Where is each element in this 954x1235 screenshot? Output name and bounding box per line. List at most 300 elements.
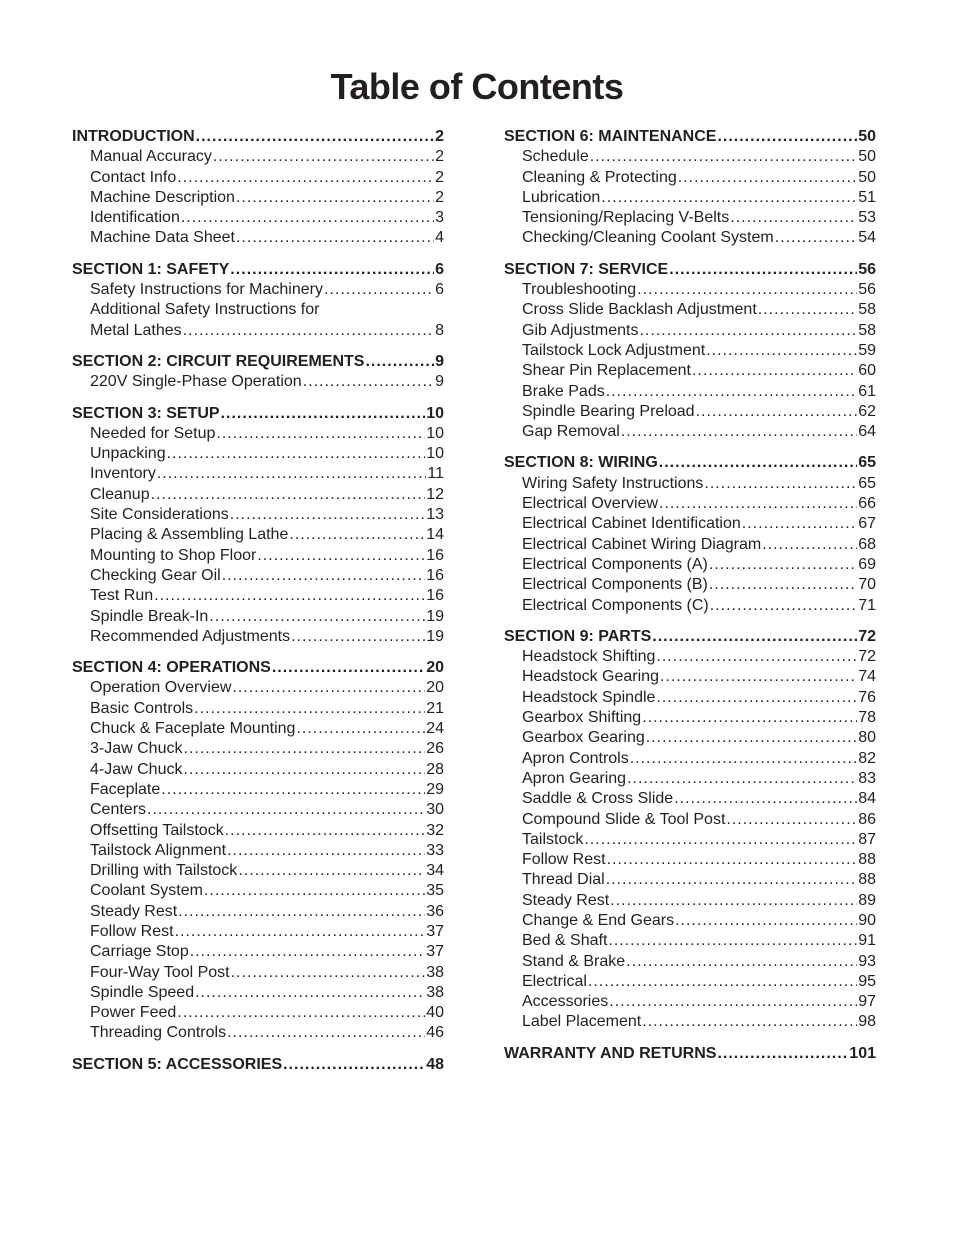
toc-entry-label: Cross Slide Backlash Adjustment	[522, 301, 757, 319]
dot-leader	[283, 1055, 425, 1075]
toc-entry[interactable]	[72, 300, 444, 320]
dot-leader	[236, 188, 434, 208]
toc-page-number: 32	[426, 821, 444, 839]
toc-page-number: 8	[435, 321, 444, 339]
toc-entry-label: Four-Way Tool Post	[90, 963, 230, 981]
dot-leader	[181, 208, 434, 228]
toc-entry-label: Change & End Gears	[522, 911, 675, 929]
toc-entry-label: Needed for Setup	[90, 424, 216, 442]
toc-entry-label: SECTION 5: ACCESSORIES	[72, 1055, 283, 1073]
toc-entry[interactable]	[504, 810, 876, 830]
toc-entry-label: Bed & Shaft	[522, 932, 608, 950]
dot-leader	[213, 147, 434, 167]
dot-leader	[637, 280, 857, 300]
dot-leader	[183, 321, 434, 341]
toc-entry[interactable]	[72, 321, 444, 341]
dot-leader	[640, 321, 858, 341]
dot-leader	[296, 719, 425, 739]
toc-page-number: 6	[435, 260, 444, 278]
dot-leader	[659, 494, 857, 514]
toc-entry[interactable]	[504, 361, 876, 381]
toc-entry[interactable]	[72, 372, 444, 392]
toc-entry-label: Operation Overview	[90, 679, 232, 697]
toc-page-number: 20	[426, 679, 444, 697]
toc-entry[interactable]	[72, 699, 444, 719]
toc-entry-label: Electrical	[522, 972, 587, 990]
toc-page-number: 2	[435, 148, 444, 166]
toc-page-number: 68	[858, 535, 876, 553]
toc-entry-label: Machine Description	[90, 188, 235, 206]
toc-entry-label: Headstock Shifting	[522, 648, 656, 666]
toc-section-heading[interactable]	[72, 260, 444, 280]
dot-leader	[230, 505, 425, 525]
toc-entry[interactable]	[72, 841, 444, 861]
dot-leader	[178, 902, 425, 922]
toc-page-number: 56	[858, 281, 876, 299]
toc-page-number: 87	[858, 830, 876, 848]
toc-page-number: 9	[435, 373, 444, 391]
toc-entry-label: SECTION 7: SERVICE	[504, 260, 669, 278]
dot-leader	[675, 911, 857, 931]
toc-page-number: 101	[849, 1044, 876, 1062]
toc-section-heading[interactable]	[504, 453, 876, 473]
toc-entry-label: Thread Dial	[522, 871, 605, 889]
dot-leader	[324, 280, 434, 300]
toc-entry[interactable]	[504, 911, 876, 931]
dot-leader	[289, 525, 425, 545]
toc-entry-label: SECTION 1: SAFETY	[72, 260, 230, 278]
toc-entry[interactable]	[504, 422, 876, 442]
dot-leader	[669, 260, 857, 280]
toc-entry-label: Apron Controls	[522, 749, 629, 767]
toc-page-number: 46	[426, 1024, 444, 1042]
toc-entry-label: Tailstock Alignment	[90, 841, 227, 859]
toc-entry[interactable]	[504, 647, 876, 667]
dot-leader	[652, 627, 857, 647]
toc-page-number: 36	[426, 902, 444, 920]
toc-entry-label: Power Feed	[90, 1004, 177, 1022]
toc-section-heading[interactable]	[504, 260, 876, 280]
toc-entry[interactable]	[72, 861, 444, 881]
toc-page-number: 90	[858, 911, 876, 929]
toc-entry[interactable]	[72, 800, 444, 820]
toc-entry-label: 3-Jaw Chuck	[90, 740, 183, 758]
toc-entry[interactable]	[72, 719, 444, 739]
toc-entry-label: Steady Rest	[522, 891, 610, 909]
toc-entry-label: Machine Data Sheet	[90, 229, 235, 247]
dot-leader	[630, 749, 857, 769]
toc-entry[interactable]	[504, 789, 876, 809]
toc-page-number: 84	[858, 790, 876, 808]
toc-section-heading[interactable]	[504, 1044, 876, 1064]
dot-leader	[609, 992, 857, 1012]
toc-entry[interactable]	[504, 494, 876, 514]
toc-section	[504, 627, 876, 1033]
toc-page-number: 2	[435, 168, 444, 186]
toc-entry-label: SECTION 8: WIRING	[504, 454, 658, 472]
toc-entry[interactable]	[72, 942, 444, 962]
toc-section	[504, 127, 876, 249]
toc-section-heading[interactable]	[72, 127, 444, 147]
toc-entry-label: Gib Adjustments	[522, 321, 639, 339]
toc-entry[interactable]	[72, 566, 444, 586]
dot-leader	[656, 688, 857, 708]
toc-entry[interactable]	[504, 382, 876, 402]
dot-leader	[730, 208, 857, 228]
toc-entry-label: Placing & Assembling Lathe	[90, 526, 289, 544]
dot-leader	[225, 821, 426, 841]
toc-page-number: 97	[858, 993, 876, 1011]
toc-entry-label: Carriage Stop	[90, 943, 189, 961]
toc-entry[interactable]	[504, 514, 876, 534]
dot-leader	[775, 228, 858, 248]
toc-entry-label: Basic Controls	[90, 699, 194, 717]
toc-page-number: 21	[426, 699, 444, 717]
dot-leader	[194, 699, 425, 719]
toc-entry[interactable]	[72, 188, 444, 208]
dot-leader	[291, 627, 425, 647]
toc-entry[interactable]	[504, 952, 876, 972]
toc-page-number: 10	[426, 445, 444, 463]
toc-entry-label: Safety Instructions for Machinery	[90, 281, 323, 299]
toc-entry-label: Electrical Cabinet Identification	[522, 515, 741, 533]
toc-entry[interactable]	[504, 168, 876, 188]
toc-entry-label: Identification	[90, 209, 180, 227]
toc-page-number: 80	[858, 729, 876, 747]
toc-page-number: 38	[426, 983, 444, 1001]
toc-entry[interactable]	[504, 300, 876, 320]
toc-entry-label: Gearbox Gearing	[522, 729, 645, 747]
dot-leader	[303, 372, 434, 392]
toc-section-heading[interactable]	[72, 658, 444, 678]
toc-entry[interactable]	[504, 321, 876, 341]
toc-page-number: 29	[426, 780, 444, 798]
toc-section-heading[interactable]	[504, 627, 876, 647]
toc-entry[interactable]	[504, 555, 876, 575]
toc-page-number: 70	[858, 576, 876, 594]
toc-entry[interactable]	[72, 280, 444, 300]
toc-section-heading[interactable]	[72, 352, 444, 372]
toc-page-number: 13	[426, 506, 444, 524]
toc-entry-label: Stand & Brake	[522, 952, 626, 970]
dot-leader	[227, 1023, 425, 1043]
dot-leader	[709, 555, 857, 575]
toc-page-number: 28	[426, 760, 444, 778]
toc-entry[interactable]	[504, 575, 876, 595]
toc-entry-label: Offsetting Tailstock	[90, 821, 224, 839]
toc-entry-label: Centers	[90, 801, 147, 819]
dot-leader	[610, 891, 857, 911]
toc-entry-label: Additional Safety Instructions for	[90, 301, 320, 319]
toc-page-number: 38	[426, 963, 444, 981]
toc-entry-label: Test Run	[90, 587, 154, 605]
toc-section	[504, 453, 876, 615]
toc-page-number: 10	[426, 404, 444, 422]
toc-page-number: 51	[858, 188, 876, 206]
dot-leader	[221, 404, 426, 424]
toc-entry[interactable]	[72, 739, 444, 759]
toc-entry-label: SECTION 6: MAINTENANCE	[504, 128, 717, 145]
toc-section	[72, 658, 444, 1044]
toc-entry-label: Recommended Adjustments	[90, 627, 291, 645]
toc-page-number: 48	[426, 1055, 444, 1073]
toc-entry[interactable]	[72, 228, 444, 248]
toc-entry[interactable]	[504, 769, 876, 789]
toc-entry[interactable]	[504, 972, 876, 992]
dot-leader	[177, 168, 434, 188]
toc-section	[72, 1055, 444, 1075]
toc-page-number: 82	[858, 749, 876, 767]
toc-entry[interactable]	[504, 667, 876, 687]
toc-entry[interactable]	[72, 586, 444, 606]
toc-page-number: 6	[435, 281, 444, 299]
toc-entry-label: Follow Rest	[90, 922, 174, 940]
toc-page-number: 83	[858, 769, 876, 787]
toc-entry[interactable]	[504, 931, 876, 951]
toc-page-number: 9	[435, 352, 444, 370]
toc-page-number: 58	[858, 321, 876, 339]
toc-entry-label: INTRODUCTION	[72, 128, 195, 145]
toc-entry-label: Electrical Overview	[522, 495, 659, 513]
toc-entry[interactable]	[72, 505, 444, 525]
dot-leader	[742, 514, 857, 534]
toc-entry-label: Headstock Gearing	[522, 668, 659, 686]
toc-entry-label: Tailstock Lock Adjustment	[522, 341, 706, 359]
toc-entry[interactable]	[72, 922, 444, 942]
toc-page-number: 53	[858, 209, 876, 227]
toc-entry-label: Saddle & Cross Slide	[522, 790, 674, 808]
toc-entry-label: Cleaning & Protecting	[522, 168, 677, 186]
toc-entry[interactable]	[72, 780, 444, 800]
toc-entry[interactable]	[72, 444, 444, 464]
toc-entry[interactable]	[504, 402, 876, 422]
toc-entry[interactable]	[504, 228, 876, 248]
dot-leader	[236, 228, 434, 248]
toc-entry[interactable]	[72, 678, 444, 698]
toc-entry[interactable]	[72, 821, 444, 841]
toc-entry-label: Checking Gear Oil	[90, 566, 221, 584]
toc-page-number: 66	[858, 495, 876, 513]
page-title: Table of Contents	[330, 66, 624, 107]
dot-leader	[175, 922, 426, 942]
toc-entry[interactable]	[504, 891, 876, 911]
toc-page-number: 26	[426, 740, 444, 758]
toc-page-number: 64	[858, 423, 876, 441]
toc-entry-label: Checking/Cleaning Coolant System	[522, 229, 774, 247]
toc-entry[interactable]	[72, 627, 444, 647]
dot-leader	[762, 535, 857, 555]
toc-entry-label: Wiring Safety Instructions	[522, 474, 704, 492]
toc-entry-label: SECTION 4: OPERATIONS	[72, 659, 271, 677]
toc-page-number: 86	[858, 810, 876, 828]
toc-page-number: 4	[435, 229, 444, 247]
toc-entry-label: Threading Controls	[90, 1024, 227, 1042]
toc-entry[interactable]	[72, 464, 444, 484]
toc-entry-label: Metal Lathes	[90, 321, 182, 339]
toc-page-number: 88	[858, 871, 876, 889]
toc-entry[interactable]	[504, 992, 876, 1012]
toc-entry-label: Faceplate	[90, 780, 161, 798]
dot-leader	[660, 667, 857, 687]
toc-page-number: 12	[426, 485, 444, 503]
toc-page-number: 34	[426, 862, 444, 880]
toc-entry-label: Electrical Components (C)	[522, 596, 709, 614]
toc-entry-label: Chuck & Faceplate Mounting	[90, 720, 296, 738]
toc-entry[interactable]	[72, 760, 444, 780]
toc-entry[interactable]	[504, 535, 876, 555]
toc-entry[interactable]	[504, 708, 876, 728]
toc-entry[interactable]	[504, 341, 876, 361]
toc-entry[interactable]	[72, 525, 444, 545]
toc-entry[interactable]	[504, 749, 876, 769]
toc-entry[interactable]	[72, 902, 444, 922]
toc-page-number: 50	[858, 168, 876, 186]
toc-entry-label: Cleanup	[90, 485, 150, 503]
toc-page-number: 35	[426, 882, 444, 900]
toc-section-heading[interactable]	[72, 1055, 444, 1075]
toc-entry-label: Steady Rest	[90, 902, 178, 920]
toc-entry[interactable]	[72, 607, 444, 627]
toc-entry-label: Spindle Speed	[90, 983, 195, 1001]
dot-leader	[608, 931, 857, 951]
toc-entry[interactable]	[72, 168, 444, 188]
toc-page-number: 19	[426, 607, 444, 625]
toc-page-number: 71	[858, 596, 876, 614]
toc-entry[interactable]	[72, 485, 444, 505]
toc-entry[interactable]	[504, 870, 876, 890]
toc-page-number: 78	[858, 709, 876, 727]
toc-section	[504, 1044, 876, 1064]
toc-entry[interactable]	[504, 208, 876, 228]
toc-entry-label: Compound Slide & Tool Post	[522, 810, 726, 828]
dot-leader	[704, 474, 857, 494]
toc-page-number: 33	[426, 841, 444, 859]
dot-leader	[606, 870, 858, 890]
toc-entry[interactable]	[504, 850, 876, 870]
dot-leader	[584, 830, 857, 850]
dot-leader	[590, 147, 857, 167]
dot-leader	[692, 361, 857, 381]
toc-page-number: 88	[858, 851, 876, 869]
toc-entry[interactable]	[504, 147, 876, 167]
dot-leader	[646, 728, 857, 748]
toc-entry[interactable]	[72, 208, 444, 228]
toc-entry-label: Headstock Spindle	[522, 688, 656, 706]
dot-leader	[621, 422, 857, 442]
toc-entry[interactable]	[72, 881, 444, 901]
dot-leader	[216, 424, 425, 444]
toc-page-number: 65	[858, 474, 876, 492]
dot-leader	[230, 260, 434, 280]
toc-column-left	[72, 127, 444, 1086]
dot-leader	[157, 464, 427, 484]
toc-page-number: 19	[426, 627, 444, 645]
toc-entry[interactable]	[504, 830, 876, 850]
toc-entry-label: Schedule	[522, 148, 589, 166]
dot-leader	[195, 983, 425, 1003]
toc-page-number: 72	[858, 648, 876, 666]
toc-entry-label: Spindle Bearing Preload	[522, 402, 695, 420]
dot-leader	[183, 739, 425, 759]
dot-leader	[209, 607, 425, 627]
toc-entry-label: Electrical Cabinet Wiring Diagram	[522, 535, 762, 553]
toc-entry-label: Mounting to Shop Floor	[90, 546, 257, 564]
toc-page-number: 91	[858, 932, 876, 950]
toc-entry[interactable]	[72, 546, 444, 566]
toc-page-number: 65	[858, 454, 876, 472]
toc-entry[interactable]	[72, 147, 444, 167]
toc-entry-label: Contact Info	[90, 168, 177, 186]
toc-section	[72, 260, 444, 341]
toc-entry[interactable]	[504, 474, 876, 494]
toc-page-number: 20	[426, 659, 444, 677]
toc-page-number: 2	[435, 128, 444, 145]
toc-entry[interactable]	[504, 1012, 876, 1032]
toc-entry-label: Electrical Components (A)	[522, 555, 708, 573]
dot-leader	[726, 810, 857, 830]
toc-page-number: 58	[858, 301, 876, 319]
toc-column-right	[504, 127, 876, 1075]
dot-leader	[257, 546, 425, 566]
toc-entry-label: Electrical Components (B)	[522, 576, 708, 594]
dot-leader	[627, 769, 857, 789]
toc-entry[interactable]	[72, 424, 444, 444]
toc-page-number: 37	[426, 922, 444, 940]
toc-entry-label: SECTION 2: CIRCUIT REQUIREMENTS	[72, 352, 365, 370]
toc-page-number: 95	[858, 972, 876, 990]
toc-section-heading[interactable]	[504, 127, 876, 147]
toc-page-number: 16	[426, 566, 444, 584]
toc-entry-label: Tailstock	[522, 830, 584, 848]
toc-entry[interactable]	[504, 688, 876, 708]
toc-entry-label: SECTION 3: SETUP	[72, 404, 220, 422]
toc-page-number: 37	[426, 943, 444, 961]
toc-entry-label: Manual Accuracy	[90, 148, 212, 166]
toc-entry[interactable]	[504, 728, 876, 748]
toc-page-number: 54	[858, 229, 876, 247]
dot-leader	[151, 485, 426, 505]
dot-leader	[232, 678, 425, 698]
dot-leader	[642, 1012, 857, 1032]
toc-entry[interactable]	[504, 596, 876, 616]
dot-leader	[606, 382, 857, 402]
toc-entry[interactable]	[72, 1023, 444, 1043]
toc-entry[interactable]	[504, 188, 876, 208]
toc-entry[interactable]	[72, 983, 444, 1003]
toc-entry[interactable]	[72, 1003, 444, 1023]
toc-entry-label: SECTION 9: PARTS	[504, 627, 652, 645]
dot-leader	[190, 942, 425, 962]
dot-leader	[231, 963, 426, 983]
toc-entry[interactable]	[72, 963, 444, 983]
toc-section-heading[interactable]	[72, 404, 444, 424]
toc-entry-label: Brake Pads	[522, 382, 605, 400]
dot-leader	[227, 841, 425, 861]
toc-entry[interactable]	[504, 280, 876, 300]
dot-leader	[365, 352, 434, 372]
dot-leader	[717, 127, 857, 147]
toc-section	[72, 127, 444, 249]
toc-page-number: 67	[858, 515, 876, 533]
toc-entry-label: Coolant System	[90, 882, 203, 900]
dot-leader	[167, 444, 426, 464]
toc-entry-label: Apron Gearing	[522, 769, 627, 787]
toc-entry-label: Follow Rest	[522, 851, 606, 869]
dot-leader	[656, 647, 857, 667]
toc-entry-label: Shear Pin Replacement	[522, 362, 691, 380]
toc-page-number: 93	[858, 952, 876, 970]
dot-leader	[183, 760, 425, 780]
